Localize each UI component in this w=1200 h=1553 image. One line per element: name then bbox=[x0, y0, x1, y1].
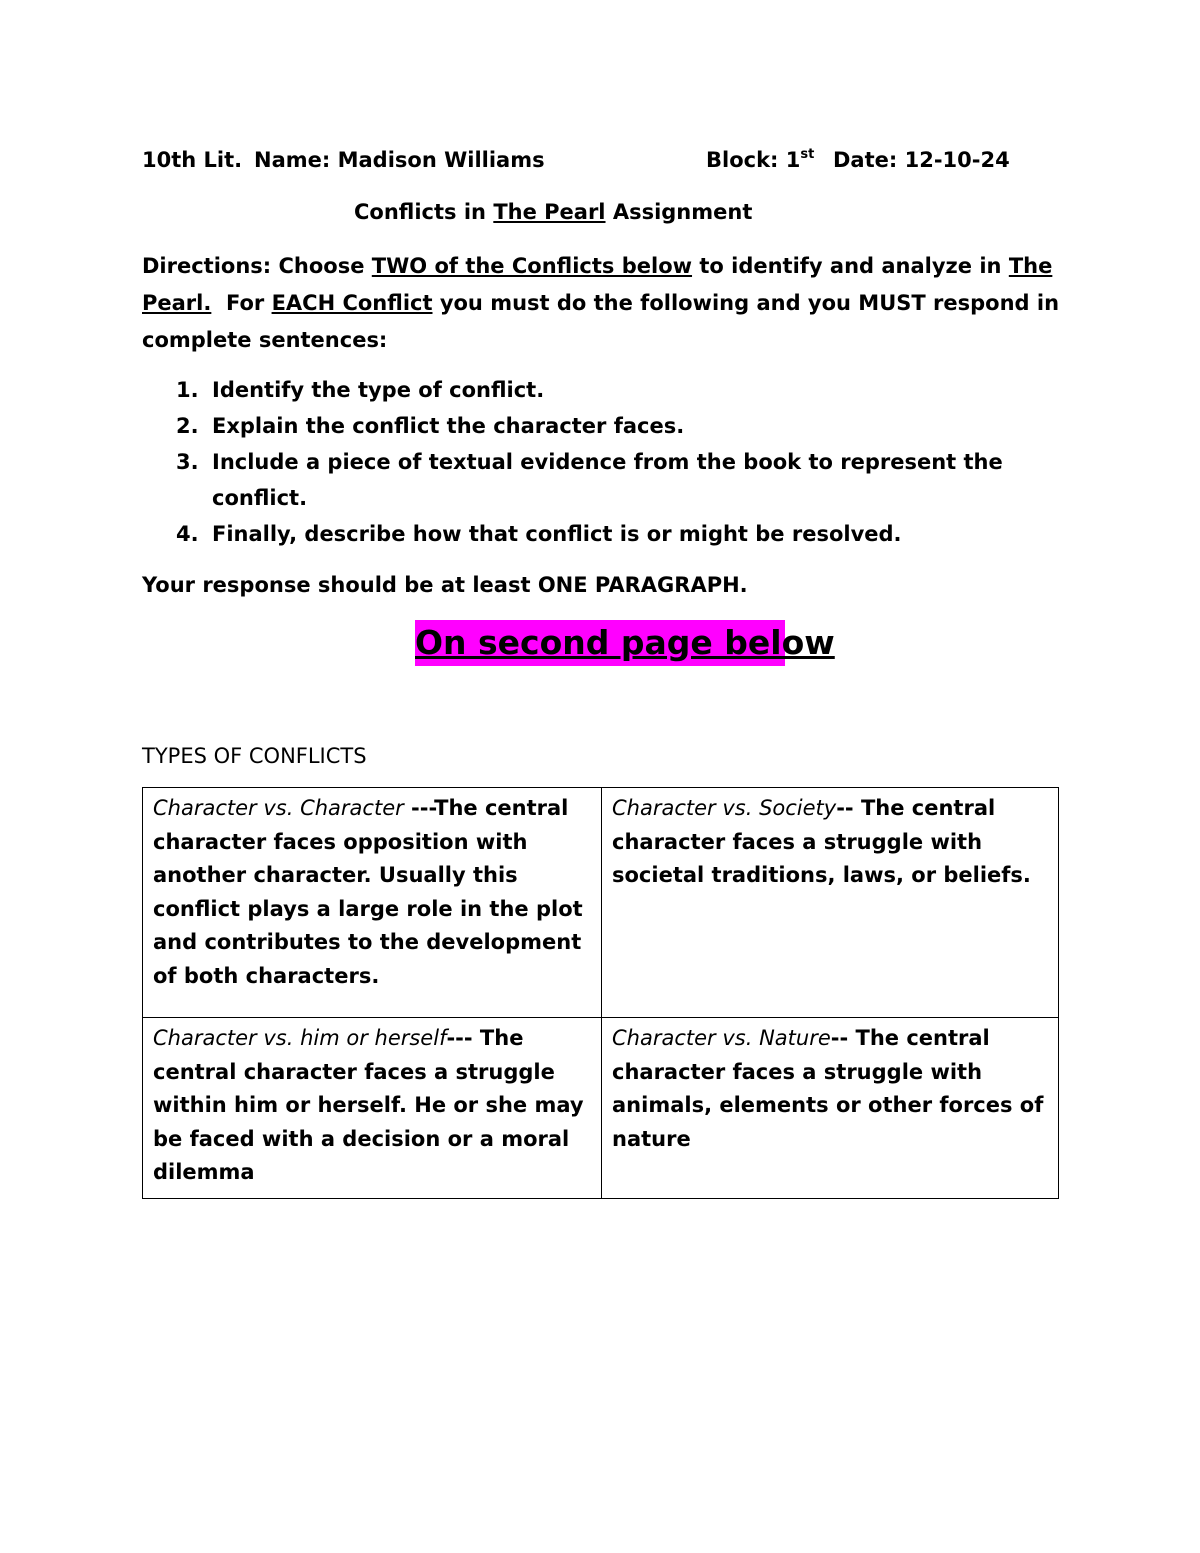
directions-line-3: complete sentences: bbox=[142, 328, 388, 352]
list-item bbox=[142, 444, 1042, 516]
table-cell bbox=[602, 788, 1059, 1018]
list-item bbox=[142, 372, 1042, 408]
step-number: 1. bbox=[176, 378, 199, 402]
step-number: 4. bbox=[176, 522, 199, 546]
conflict-description: -- The central character faces a struggle with animals, elements or other forces of nature bbox=[612, 1026, 1044, 1151]
block-value: 1 bbox=[785, 148, 801, 172]
directions-label: Directions: bbox=[142, 254, 272, 278]
directions-line-2 bbox=[142, 285, 1060, 322]
list-item bbox=[142, 516, 1042, 552]
step-number: 2. bbox=[176, 414, 199, 438]
title-suffix: Assignment bbox=[612, 200, 753, 224]
conflict-type: Character vs. Nature bbox=[612, 1026, 831, 1050]
steps-list bbox=[142, 372, 1042, 552]
response-requirement: Your response should be at least ONE PARAGRAPH. bbox=[142, 573, 748, 597]
table-cell bbox=[602, 1018, 1059, 1199]
types-heading: TYPES OF CONFLICTS bbox=[142, 744, 367, 768]
name-value: Madison Williams bbox=[337, 148, 545, 172]
conflict-type: Character vs. him or herself bbox=[153, 1026, 447, 1050]
conflict-description: -- The central character faces a struggle with societal traditions, laws, or beliefs. bbox=[612, 796, 1031, 887]
conflict-types-table bbox=[142, 787, 1059, 1199]
highlighted-note: On second page below bbox=[415, 620, 785, 666]
step-number: 3. bbox=[176, 450, 199, 474]
conflict-type: Character vs. Character bbox=[153, 796, 404, 820]
table-cell bbox=[143, 1018, 602, 1199]
directions-text: For bbox=[225, 291, 265, 315]
directions-paragraph bbox=[142, 248, 1060, 359]
name-label: Name: bbox=[254, 148, 331, 172]
block-suffix: st bbox=[800, 147, 815, 162]
course-label: 10th Lit. bbox=[142, 148, 243, 172]
date-value: 12-10-24 bbox=[904, 148, 1010, 172]
directions-text: Choose bbox=[278, 254, 365, 278]
directions-line-1 bbox=[142, 248, 1053, 285]
conflict-description: --- The central character faces a struggle within him or herself. He or she may be faced with a decision or a moral dilemma bbox=[153, 1026, 584, 1184]
title-prefix: Conflicts in bbox=[354, 200, 486, 224]
directions-book-part1: The bbox=[1008, 254, 1053, 278]
directions-underline-two: TWO of the Conflicts below bbox=[371, 254, 693, 278]
header-line bbox=[142, 146, 1042, 176]
directions-book-part2: Pearl. bbox=[142, 291, 212, 315]
block-info bbox=[706, 146, 814, 174]
table-row bbox=[143, 1018, 1059, 1199]
block-label: Block: bbox=[706, 148, 779, 172]
directions-text: you must do the following and you MUST respond in bbox=[439, 291, 1060, 315]
table-row bbox=[143, 788, 1059, 1018]
step-text: Explain the conflict the character faces. bbox=[212, 414, 685, 438]
conflict-type: Character vs. Society bbox=[612, 796, 837, 820]
student-name bbox=[254, 146, 545, 174]
directions-text: to identify and analyze in bbox=[699, 254, 1002, 278]
directions-underline-each: EACH Conflict bbox=[271, 291, 433, 315]
list-item bbox=[142, 408, 1042, 444]
title-book: The Pearl bbox=[493, 200, 606, 224]
step-text: Finally, describe how that conflict is or might be resolved. bbox=[212, 522, 902, 546]
step-text: Include a piece of textual evidence from the book to represent the conflict. bbox=[212, 450, 1003, 510]
table-cell bbox=[143, 788, 602, 1018]
assignment-title bbox=[354, 198, 752, 226]
date-info bbox=[833, 146, 1010, 174]
step-text: Identify the type of conflict. bbox=[212, 378, 545, 402]
conflict-description: ---The central character faces opposition with another character. Usually this conflict plays a large role in the plot and contributes to the development of both characters. bbox=[153, 796, 583, 988]
date-label: Date: bbox=[833, 148, 898, 172]
